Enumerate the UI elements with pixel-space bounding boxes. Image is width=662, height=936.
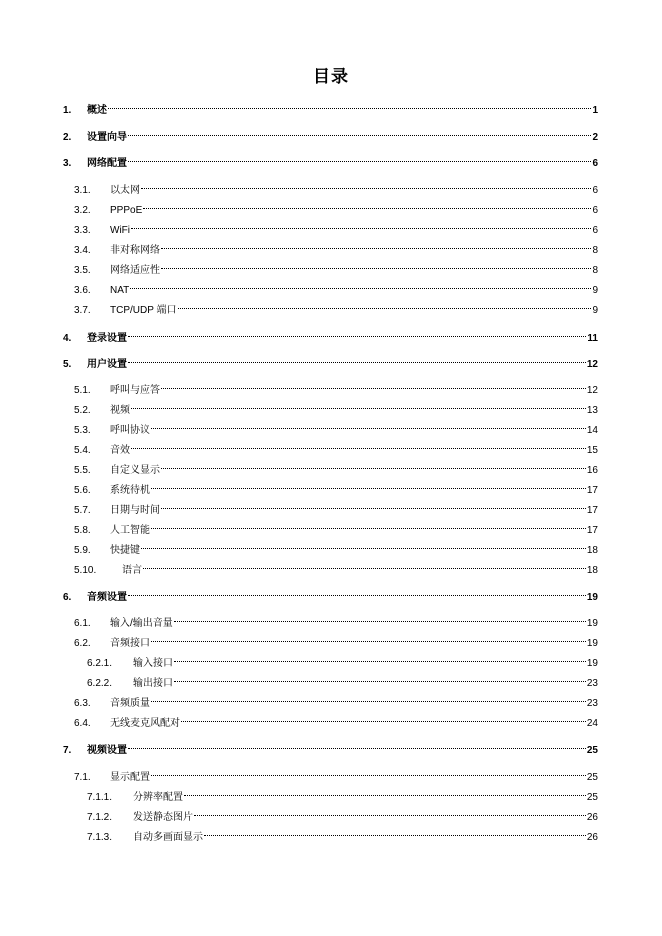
toc-entry-number: 5.1. [74,385,91,396]
toc-entry-page: 6 [592,205,598,216]
toc-entry-number: 3. [63,158,72,169]
toc-entry[interactable] [74,377,598,396]
toc-entry-title: 用户设置 [87,359,127,370]
toc-entry-title: 输入/输出音量 [110,618,173,629]
dot-leader [181,710,586,726]
toc-entry-number: 3.3. [74,225,91,236]
toc-entry-title: 音频设置 [87,592,127,603]
toc-entry[interactable] [74,237,598,256]
toc-entry[interactable] [74,177,598,196]
toc-entry-title: 视频设置 [87,745,127,756]
toc-entry-page: 17 [586,505,598,516]
toc-entry-page: 15 [586,445,598,456]
dot-leader [128,737,586,753]
toc-entry-number: 5.4. [74,445,91,456]
dot-leader [151,630,586,646]
dot-leader [161,377,586,393]
toc-entry-page: 8 [592,245,598,256]
toc-entry-page: 24 [586,718,598,729]
toc-entry-title: 语言 [122,565,142,576]
toc-entry[interactable] [74,710,598,729]
toc-entry-page: 19 [586,638,598,649]
toc-entry-page: 9 [592,305,598,316]
toc-entry-page: 6 [592,158,598,169]
toc-entry-page: 12 [586,359,598,370]
toc-entry-number: 7.1. [74,772,91,783]
toc-entry-page: 18 [586,565,598,576]
toc-entry-title: 概述 [87,105,107,116]
dot-leader [130,277,591,293]
toc-entry[interactable] [74,537,598,556]
toc-entry-page: 13 [586,405,598,416]
toc-entry-page: 8 [592,265,598,276]
toc-entry-number: 6.2. [74,638,91,649]
toc-entry-page: 19 [586,592,598,603]
toc-entry-page: 19 [586,658,598,669]
toc-entry-title: 输出接口 [133,678,173,689]
dot-leader [128,124,591,140]
toc-entry-title: 自动多画面显示 [133,832,203,843]
toc-entry-page: 11 [587,333,598,344]
toc-entry-page: 6 [592,225,598,236]
toc-entry[interactable] [87,784,598,803]
toc-entry[interactable] [74,610,598,629]
toc-entry-number: 3.4. [74,245,91,256]
toc-entry-title: 以太网 [110,185,140,196]
toc-entry-page: 19 [586,618,598,629]
toc-entry-title: TCP/UDP 端口 [110,305,177,316]
dot-leader [128,325,586,341]
toc-entry[interactable] [74,457,598,476]
toc-entry-number: 4. [63,333,72,344]
toc-entry-number: 6. [63,592,72,603]
toc-entry-page: 17 [586,485,598,496]
toc-entry[interactable] [74,517,598,536]
dot-leader [161,237,591,253]
toc-entry-page: 1 [592,105,598,116]
toc-entry-number: 5.2. [74,405,91,416]
toc-entry[interactable] [74,477,598,496]
toc-entry-number: 6.3. [74,698,91,709]
toc-entry-page: 17 [586,525,598,536]
dot-leader [108,97,591,113]
toc-entry-title: 网络适应性 [110,265,160,276]
toc-entry-number: 5.10. [74,565,97,576]
dot-leader [174,670,586,686]
toc-entry-title: 非对称网络 [110,245,160,256]
toc-entry-number: 6.1. [74,618,91,629]
toc-entry[interactable] [74,437,598,456]
toc-entry-page: 9 [592,285,598,296]
dot-leader [151,477,586,493]
dot-leader [204,824,586,840]
toc-entry-page: 12 [586,385,598,396]
toc-entry[interactable] [63,124,598,143]
toc-entry[interactable] [74,397,598,416]
toc-entry[interactable] [74,557,598,576]
toc-entry-number: 3.5. [74,265,91,276]
toc-entry-title: 登录设置 [87,333,127,344]
toc-entry-page: 23 [586,698,598,709]
toc-entry-title: 呼叫与应答 [110,385,160,396]
toc-entry-number: 5.7. [74,505,91,516]
toc-entry-title: 输入接口 [133,658,173,669]
toc-entry[interactable] [63,351,598,370]
toc-entry-title: WiFi [110,225,130,236]
toc-entry-number: 3.6. [74,285,91,296]
toc-entry-number: 2. [63,132,72,143]
toc-entry[interactable] [63,325,598,344]
toc-entry[interactable] [74,257,598,276]
toc-entry[interactable] [63,737,598,756]
dot-leader [174,610,586,626]
toc-entry-title: 分辨率配置 [133,792,183,803]
toc-entry-title: 音频质量 [110,698,150,709]
toc-entry-page: 18 [586,545,598,556]
toc-entry-title: 显示配置 [110,772,150,783]
toc-entry-title: 无线麦克风配对 [110,718,180,729]
dot-leader [128,351,586,367]
toc-entry-title: 快捷键 [110,545,140,556]
toc-entry-page: 6 [592,185,598,196]
toc-entry-page: 26 [586,832,598,843]
toc-entry-title: 人工智能 [110,525,150,536]
toc-entry[interactable] [74,690,598,709]
toc-entry-number: 3.2. [74,205,91,216]
toc-entry[interactable] [74,764,598,783]
dot-leader [128,584,586,600]
toc-entry-title: 系统待机 [110,485,150,496]
toc-entry-number: 5. [63,359,72,370]
dot-leader [184,784,586,800]
dot-leader [131,217,591,233]
toc-entry-title: 设置向导 [87,132,127,143]
toc-entry-number: 6.4. [74,718,91,729]
toc-entry-title: NAT [110,285,130,296]
toc-entry-number: 3.7. [74,305,91,316]
toc-entry-number: 5.8. [74,525,91,536]
toc-entry-page: 14 [586,425,598,436]
toc-entry[interactable] [63,584,598,603]
toc-entry[interactable] [87,824,598,843]
dot-leader [161,497,586,513]
dot-leader [161,257,591,273]
dot-leader [141,177,591,193]
dot-leader [141,537,586,553]
toc-entry-page: 23 [586,678,598,689]
toc-entry[interactable] [74,497,598,516]
toc-entry-title: 视频 [110,405,130,416]
toc-entry[interactable] [74,277,598,296]
dot-leader [174,650,586,666]
toc-entry-title: 日期与时间 [110,505,160,516]
toc-entry-number: 5.6. [74,485,91,496]
dot-leader [194,804,586,820]
toc-entry-title: PPPoE [110,205,143,216]
dot-leader [131,437,586,453]
toc-entry[interactable] [74,297,598,316]
toc-entry-number: 5.3. [74,425,91,436]
toc-entry-number: 7. [63,745,72,756]
toc-entry-page: 2 [592,132,598,143]
toc-entry[interactable] [63,150,598,169]
toc-entry-page: 26 [586,812,598,823]
dot-leader [143,197,591,213]
dot-leader [178,297,592,313]
toc-entry-title: 网络配置 [87,158,127,169]
toc-entry-page: 25 [586,745,598,756]
dot-leader [151,517,586,533]
toc-entry-title: 自定义显示 [110,465,160,476]
dot-leader [128,150,591,166]
toc-entry-number: 7.1.2. [87,812,113,823]
toc-entry[interactable] [87,650,598,669]
dot-leader [161,457,586,473]
toc-entry-number: 5.5. [74,465,91,476]
toc-entry-page: 25 [586,792,598,803]
toc-entry-title: 音频接口 [110,638,150,649]
dot-leader [131,397,586,413]
toc-entry-number: 5.9. [74,545,91,556]
toc-entry-number: 6.2.1. [87,658,113,669]
page-title: 目录 [313,67,349,87]
toc-entry-number: 7.1.3. [87,832,113,843]
toc-entry-title: 音效 [110,445,130,456]
toc-entry[interactable] [87,670,598,689]
toc-entry[interactable] [74,217,598,236]
toc-entry-title: 发送静态图片 [133,812,193,823]
toc-entry-page: 25 [586,772,598,783]
dot-leader [143,557,586,573]
toc-entry[interactable] [74,417,598,436]
toc-entry-number: 3.1. [74,185,91,196]
toc-entry-number: 1. [63,105,72,116]
dot-leader [151,690,586,706]
toc-entry[interactable] [74,197,598,216]
toc-entry[interactable] [63,97,598,116]
toc-entry[interactable] [87,804,598,823]
toc-entry-title: 呼叫协议 [110,425,150,436]
toc-entry-number: 6.2.2. [87,678,113,689]
toc-entry-page: 16 [586,465,598,476]
dot-leader [151,417,586,433]
toc-entry-number: 7.1.1. [87,792,113,803]
dot-leader [151,764,586,780]
toc-entry[interactable] [74,630,598,649]
